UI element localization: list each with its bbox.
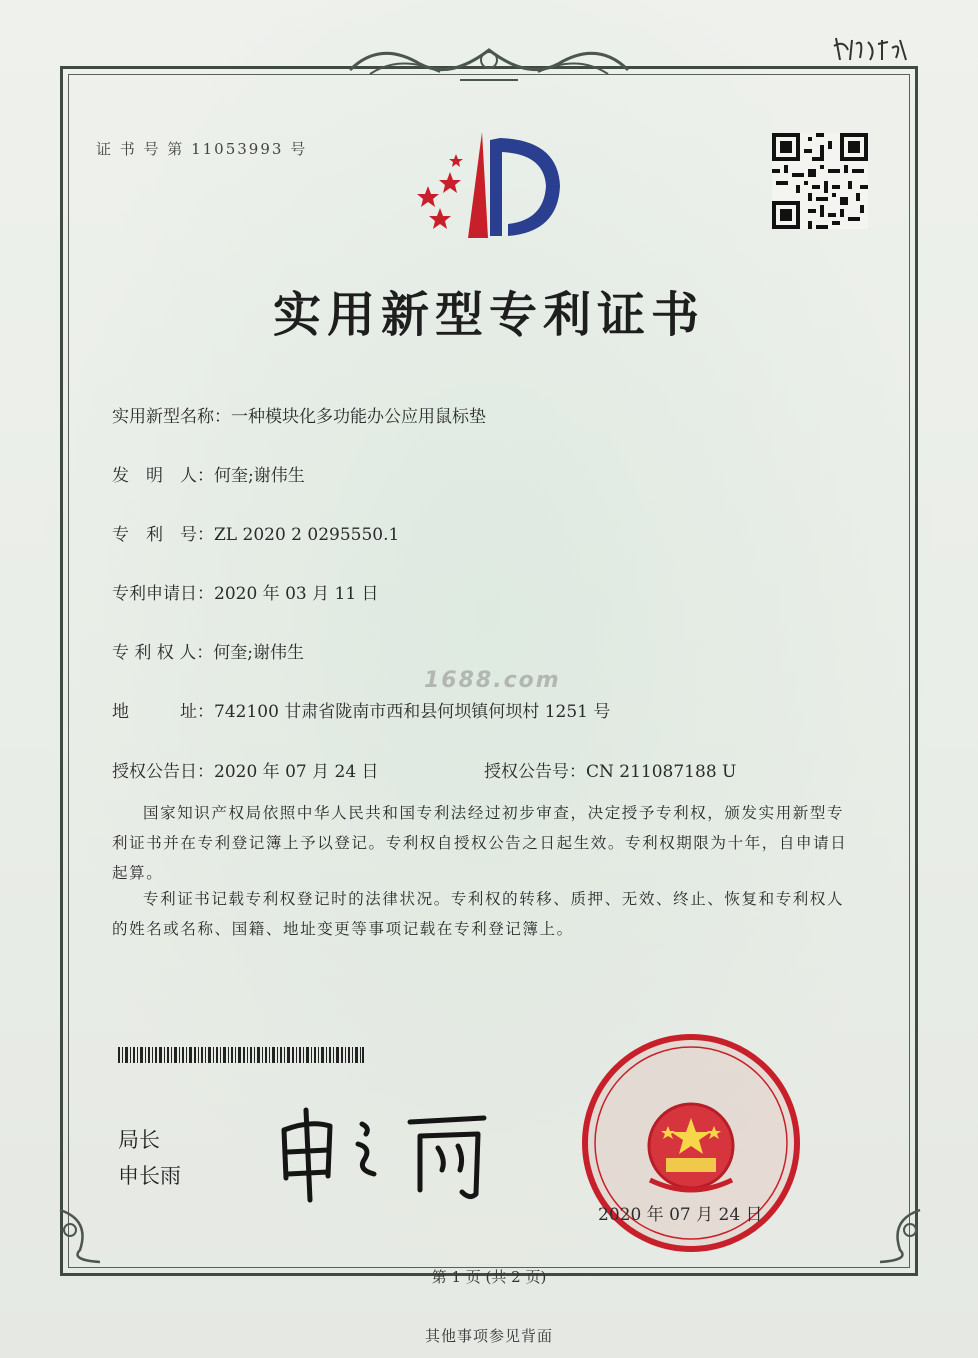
value-patentee: 何奎;谢伟生 [213,643,304,663]
field-filing-date [112,579,379,604]
field-utility-model-name [112,402,486,427]
label-grant-date: 授权公告日： [112,762,214,782]
field-patentee [112,638,304,663]
label-patentee: 专 利 权 人： [112,643,214,663]
director-signature [270,1100,510,1210]
director-title: 局长 [118,1128,160,1152]
value-patent-number: ZL 2020 2 0295550.1 [214,525,400,545]
qr-code [772,133,868,229]
field-address [112,697,610,722]
paragraph-grant-statement: 国家知识产权局依照中华人民共和国专利法经过初步审查，决定授予专利权，颁发实用新型专利证书并在专利登记簿上予以登记。专利权自授权公告之日起生效。专利权期限为十年，自申请日起算。 [112,804,848,882]
label-address: 地 址： [112,702,214,722]
cnipa-logo-icon [404,128,562,246]
back-note: 其他事项参见背面 [424,1327,553,1345]
director-name: 申长雨 [118,1164,181,1188]
corner-ornament-right [860,1200,930,1270]
paragraph-legal-status: 专利证书记载专利权登记时的法律状况。专利权的转移、质押、无效、终止、恢复和专利权人的姓名或名称、国籍、地址变更等事项记载在专利登记簿上。 [112,890,845,938]
field-patent-number [112,520,399,545]
label-inventor: 发 明 人： [112,466,214,486]
value-grant-date: 2020 年 07 月 24 日 [214,762,379,782]
label-grant-number: 授权公告号： [484,762,586,782]
value-grant-number: CN 211087188 U [586,762,737,782]
field-grant-number [484,757,736,782]
document-title: 实用新型专利证书 [272,287,705,343]
field-grant-date [112,757,379,782]
seal-date: 2020 年 07 月 24 日 [598,1205,763,1225]
handwritten-note [830,30,910,66]
value-address: 742100 甘肃省陇南市西和县何坝镇何坝村 1251 号 [214,702,611,722]
certificate-number: 证 书 号 第 11053993 号 [96,140,308,158]
label-filing-date: 专利申请日： [112,584,214,604]
barcode [118,1047,364,1063]
value-filing-date: 2020 年 03 月 11 日 [214,584,379,604]
page-number: 第 1 页 (共 2 页) [431,1268,547,1286]
corner-ornament-left [50,1200,120,1270]
value-inventor: 何奎;谢伟生 [214,466,305,486]
top-ornament [340,30,638,90]
watermark-text: 1688.com [424,668,561,693]
label-patent-number: 专 利 号： [112,525,214,545]
label-utility-model-name: 实用新型名称： [112,407,231,427]
field-inventor [112,461,305,486]
value-utility-model-name: 一种模块化多功能办公应用鼠标垫 [231,407,486,427]
